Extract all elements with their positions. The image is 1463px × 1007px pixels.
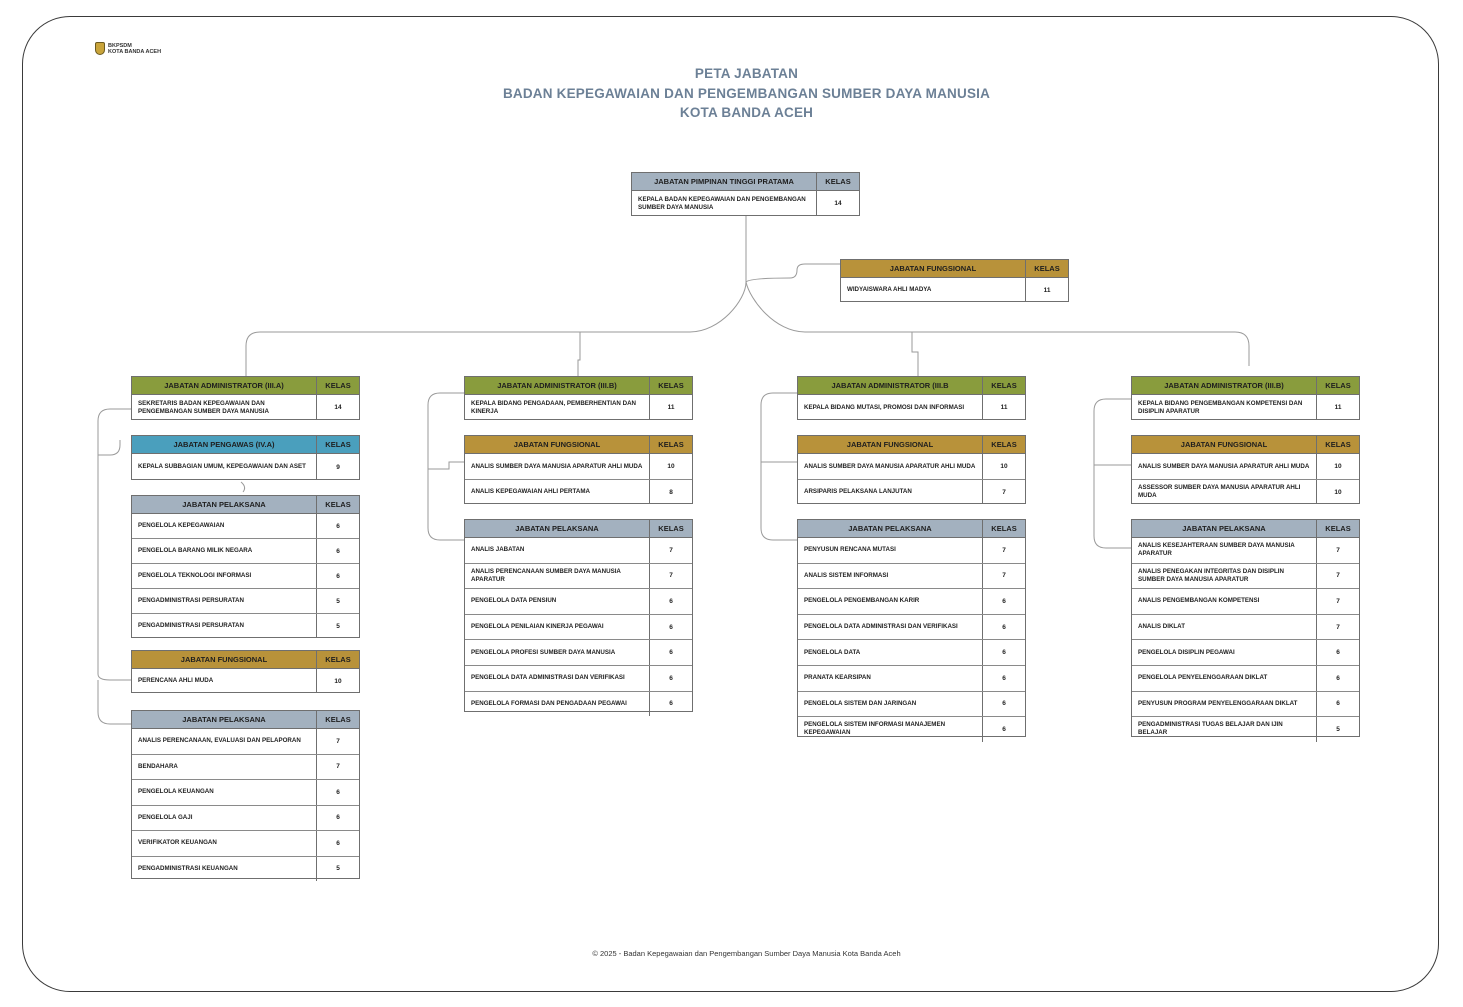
box-col1-admin: [131, 376, 360, 420]
box-header: JABATAN FUNGSIONAL: [132, 651, 317, 668]
table-row: ANALIS PERENCANAAN, EVALUASI DAN PELAPORAN 7: [132, 729, 359, 755]
box-header: JABATAN PELAKSANA: [132, 496, 317, 513]
table-row: BENDAHARA 7: [132, 755, 359, 781]
box-header: JABATAN PELAKSANA: [132, 711, 317, 728]
copyright-footer: © 2025 - Badan Kepegawaian dan Pengembangan Sumber Daya Manusia Kota Banda Aceh: [592, 949, 901, 958]
table-row: ANALIS JABATAN 7: [465, 538, 692, 564]
box-col2-fungsional: [464, 435, 693, 504]
box-header: JABATAN PIMPINAN TINGGI PRATAMA: [632, 173, 817, 190]
box-pimpinan-tinggi: [631, 172, 860, 216]
table-row: ASSESSOR SUMBER DAYA MANUSIA APARATUR AHLI MUDA 10: [1132, 480, 1359, 504]
table-row: ANALIS SUMBER DAYA MANUSIA APARATUR AHLI MUDA 10: [798, 454, 1025, 480]
table-row: PERENCANA AHLI MUDA 10: [132, 669, 359, 693]
table-row: PENGELOLA DATA PENSIUN 6: [465, 589, 692, 615]
box-header: JABATAN ADMINISTRATOR (III.B: [798, 377, 983, 394]
title-line2: BADAN KEPEGAWAIAN DAN PENGEMBANGAN SUMBER DAYA MANUSIA: [502, 85, 991, 101]
box-col4-pelaksana: [1131, 519, 1360, 737]
box-col4-admin: [1131, 376, 1360, 420]
title-line3: KOTA BANDA ACEH: [679, 105, 814, 120]
table-row: PENGELOLA DATA ADMINISTRASI DAN VERIFIKASI 6: [465, 666, 692, 692]
box-col2-admin: [464, 376, 693, 420]
kelas-header: KELAS: [325, 440, 351, 449]
table-row: KEPALA BIDANG PENGADAAN, PEMBERHENTIAN DAN KINERJA 11: [465, 395, 692, 420]
table-row: PENGELOLA KEPEGAWAIAN 6: [132, 514, 359, 539]
box-header: JABATAN FUNGSIONAL: [798, 436, 983, 453]
table-row: PENGADMINISTRASI PERSURATAN 5: [132, 589, 359, 614]
table-row: PENGELOLA PROFESI SUMBER DAYA MANUSIA 6: [465, 640, 692, 666]
box-col1-fungsional: [131, 650, 360, 693]
table-row: ANALIS SUMBER DAYA MANUSIA APARATUR AHLI MUDA 10: [1132, 454, 1359, 480]
box-header: JABATAN ADMINISTRATOR (III.B): [1132, 377, 1317, 394]
table-row: VERIFIKATOR KEUANGAN 6: [132, 831, 359, 857]
kelas-header: KELAS: [1325, 440, 1351, 449]
kelas-header: KELAS: [991, 524, 1017, 533]
title-line1: PETA JABATAN: [694, 66, 799, 81]
table-row: ANALIS PERENCANAAN SUMBER DAYA MANUSIA APARATUR 7: [465, 564, 692, 590]
box-col3-pelaksana: [797, 519, 1026, 737]
table-row: PENGELOLA TEKNOLOGI INFORMASI 6: [132, 564, 359, 589]
kelas-header: KELAS: [1034, 264, 1060, 273]
table-row: PRANATA KEARSIPAN 6: [798, 666, 1025, 692]
kelas-header: KELAS: [658, 381, 684, 390]
table-row: PENGADMINISTRASI PERSURATAN 5: [132, 614, 359, 638]
box-col3-fungsional: [797, 435, 1026, 504]
table-row: ARSIPARIS PELAKSANA LANJUTAN 7: [798, 480, 1025, 504]
kelas-header: KELAS: [991, 381, 1017, 390]
box-col1-pelaksana1: [131, 495, 360, 638]
table-row: PENGELOLA PENYELENGGARAAN DIKLAT 6: [1132, 666, 1359, 692]
box-header: JABATAN ADMINISTRATOR (III.A): [132, 377, 317, 394]
table-row: KEPALA BADAN KEPEGAWAIAN DAN PENGEMBANGAN SUMBER DAYA MANUSIA 14: [632, 191, 859, 216]
box-widyaiswara: [840, 259, 1069, 302]
box-col3-admin: [797, 376, 1026, 420]
box-col2-pelaksana: [464, 519, 693, 712]
table-row: PENGELOLA KEUANGAN 6: [132, 780, 359, 806]
kelas-header: KELAS: [325, 500, 351, 509]
table-row: ANALIS SISTEM INFORMASI 7: [798, 564, 1025, 590]
table-row: PENGELOLA DATA 6: [798, 640, 1025, 666]
table-row: PENGELOLA DATA ADMINISTRASI DAN VERIFIKASI 6: [798, 615, 1025, 641]
kelas-header: KELAS: [825, 177, 851, 186]
table-row: PENGELOLA SISTEM INFORMASI MANAJEMEN KEPEGAWAIAN 6: [798, 717, 1025, 742]
table-row: PENGELOLA FORMASI DAN PENGADAAN PEGAWAI 6: [465, 692, 692, 717]
table-row: WIDYAISWARA AHLI MADYA 11: [841, 278, 1068, 302]
table-row: PENGELOLA SISTEM DAN JARINGAN 6: [798, 692, 1025, 718]
kelas-header: KELAS: [325, 381, 351, 390]
box-header: JABATAN FUNGSIONAL: [841, 260, 1026, 277]
kelas-header: KELAS: [1325, 524, 1351, 533]
box-header: JABATAN FUNGSIONAL: [1132, 436, 1317, 453]
logo-line1: BKPSDM: [108, 42, 132, 49]
table-row: KEPALA BIDANG PENGEMBANGAN KOMPETENSI DAN DISIPLIN APARATUR 11: [1132, 395, 1359, 420]
box-header: JABATAN ADMINISTRATOR (III.B): [465, 377, 650, 394]
box-col1-pengawas: [131, 435, 360, 480]
box-header: JABATAN PELAKSANA: [465, 520, 650, 537]
table-row: PENGELOLA DISIPLIN PEGAWAI 6: [1132, 640, 1359, 666]
table-row: SEKRETARIS BADAN KEPEGAWAIAN DAN PENGEMBANGAN SUMBER DAYA MANUSIA 14: [132, 395, 359, 420]
kelas-header: KELAS: [658, 440, 684, 449]
table-row: PENGELOLA GAJI 6: [132, 806, 359, 832]
table-row: PENGADMINISTRASI KEUANGAN 5: [132, 857, 359, 882]
box-col4-fungsional: [1131, 435, 1360, 504]
table-row: ANALIS DIKLAT 7: [1132, 615, 1359, 641]
table-row: ANALIS SUMBER DAYA MANUSIA APARATUR AHLI MUDA 10: [465, 454, 692, 480]
table-row: ANALIS PENGEMBANGAN KOMPETENSI 7: [1132, 589, 1359, 615]
table-row: PENGELOLA PENGEMBANGAN KARIR 6: [798, 589, 1025, 615]
table-row: PENGELOLA PENILAIAN KINERJA PEGAWAI 6: [465, 615, 692, 641]
table-row: KEPALA BIDANG MUTASI, PROMOSI DAN INFORMASI 11: [798, 395, 1025, 420]
box-header: JABATAN PELAKSANA: [1132, 520, 1317, 537]
box-header: JABATAN FUNGSIONAL: [465, 436, 650, 453]
box-header: JABATAN PELAKSANA: [798, 520, 983, 537]
kelas-header: KELAS: [325, 655, 351, 664]
kelas-header: KELAS: [658, 524, 684, 533]
table-row: PENYUSUN PROGRAM PENYELENGGARAAN DIKLAT 6: [1132, 692, 1359, 718]
table-row: ANALIS KEPEGAWAIAN AHLI PERTAMA 8: [465, 480, 692, 504]
table-row: PENGELOLA BARANG MILIK NEGARA 6: [132, 539, 359, 564]
table-row: KEPALA SUBBAGIAN UMUM, KEPEGAWAIAN DAN ASET 9: [132, 454, 359, 480]
box-col1-pelaksana2: [131, 710, 360, 879]
kelas-header: KELAS: [991, 440, 1017, 449]
table-row: ANALIS KESEJAHTERAAN SUMBER DAYA MANUSIA APARATUR 7: [1132, 538, 1359, 564]
kelas-header: KELAS: [325, 715, 351, 724]
box-header: JABATAN PENGAWAS (IV.A): [132, 436, 317, 453]
logo-line2: KOTA BANDA ACEH: [108, 48, 162, 55]
table-row: ANALIS PENEGAKAN INTEGRITAS DAN DISIPLIN SUMBER DAYA MANUSIA APARATUR 7: [1132, 564, 1359, 590]
table-row: PENYUSUN RENCANA MUTASI 7: [798, 538, 1025, 564]
kelas-header: KELAS: [1325, 381, 1351, 390]
table-row: PENGADMINISTRASI TUGAS BELAJAR DAN IJIN BELAJAR 5: [1132, 717, 1359, 742]
